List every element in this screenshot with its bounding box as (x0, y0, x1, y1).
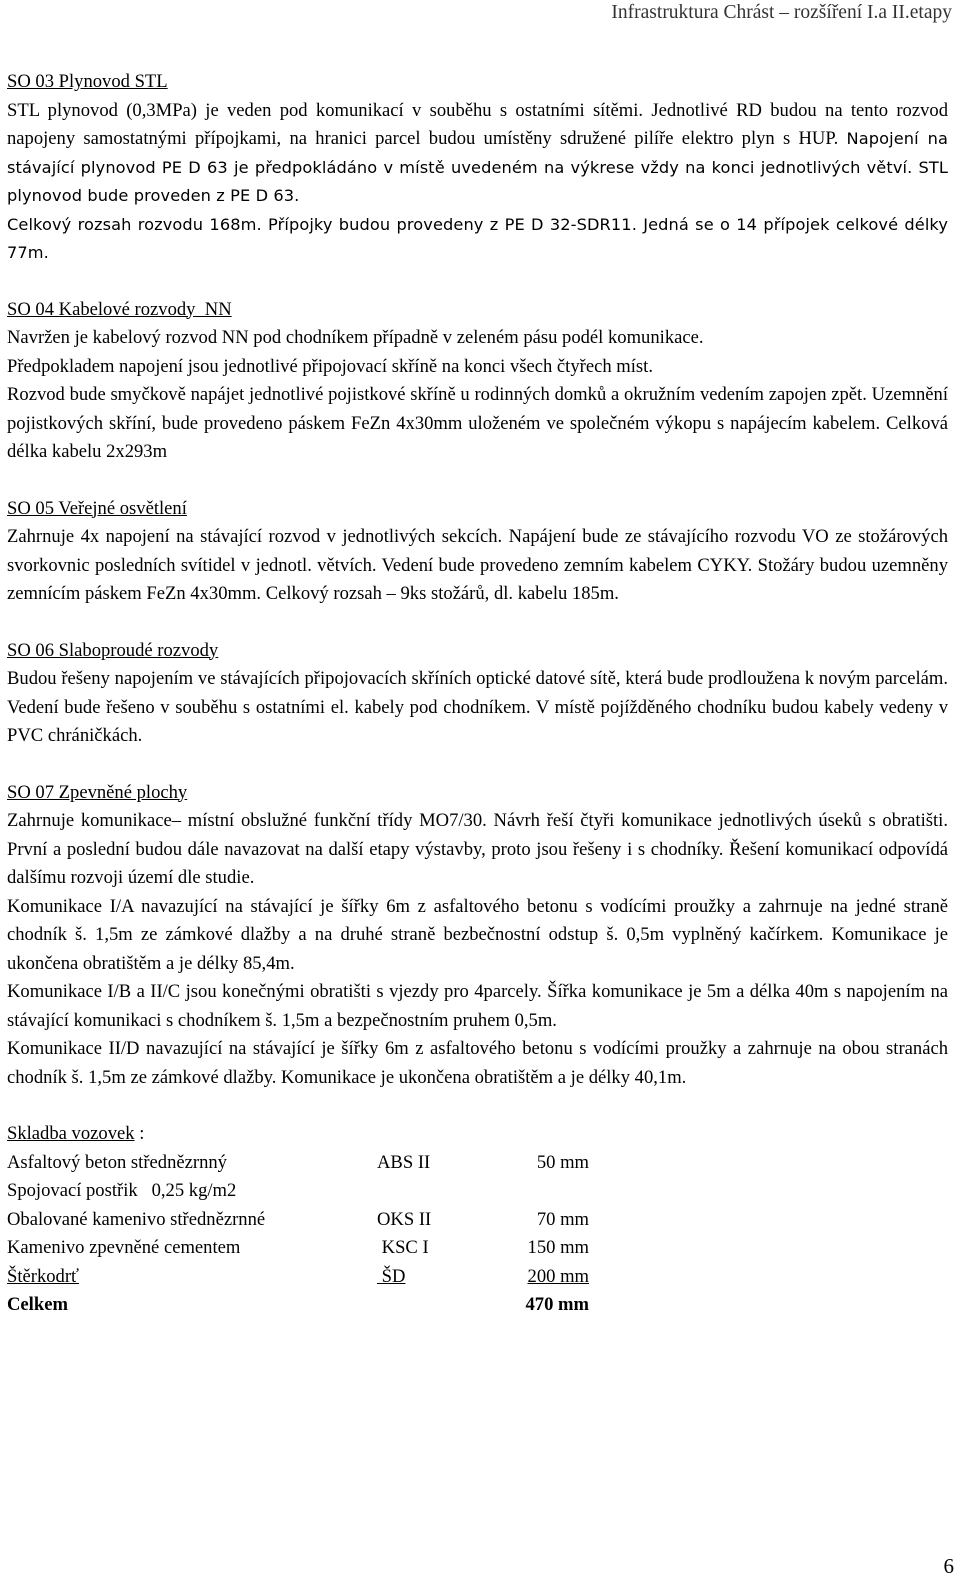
section-heading: Skladba vozovek (7, 1123, 135, 1144)
paragraph-text: Napojení na stávající plynovod PE D 63 je předpokládáno v místě uvedeném na výkrese vždy na konci jednotlivých větví. STL plynovod bude proveden z PE D 63. (7, 129, 948, 205)
layer-code: ŠD (377, 1265, 406, 1287)
section-heading: SO 05 Veřejné osvětlení (7, 497, 187, 519)
layer-name: Kamenivo zpevněné cementem (7, 1237, 241, 1258)
section-composition (7, 1120, 948, 1320)
table-row (7, 1263, 589, 1292)
layer-name: Štěrkodrť (7, 1265, 79, 1287)
layer-code (377, 1177, 477, 1206)
table-total-row (7, 1291, 589, 1320)
layer-name: Spojovací postřik 0,25 kg/m2 (7, 1180, 237, 1201)
layer-thickness: 70 mm (536, 1208, 589, 1230)
layer-code: ABS II (377, 1151, 431, 1173)
document-body (7, 68, 948, 1348)
section-so05 (7, 495, 948, 609)
paragraph-text: Přípojky budou provedeny z PE D 32-SDR11. (268, 214, 637, 234)
table-row (7, 1177, 589, 1206)
paragraph: Budou řešeny napojením ve stávajících připojovacích skříních optické datové sítě, která bude prodloužena k novým parcelám. Vedení bude řešeno v souběhu s ostatními el. kabely pod chodníkem. V místě pojížděného chodníku budou kabely vedeny v PVC chráničkách. (7, 668, 948, 746)
composition-heading-line (7, 1120, 948, 1149)
paragraph: Komunikace II/D navazující na stávající je šířky 6m z asfaltového betonu s vodícími proužky a zahrnuje na obou stranách chodník š. 1,5m ze zámkové dlažby. Komunikace je ukončena obratištěm a je délky 40,1m. (7, 1038, 948, 1088)
section-heading: SO 06 Slaboproudé rozvody (7, 639, 219, 661)
table-row (7, 1149, 589, 1178)
layer-code: OKS II (377, 1208, 432, 1230)
page-number: 6 (943, 1554, 954, 1578)
section-heading: SO 04 Kabelové rozvody NN (7, 298, 232, 320)
section-heading: SO 03 Plynovod STL (7, 71, 168, 92)
section-so03 (7, 68, 948, 268)
layer-name: Obalované kamenivo střednězrnné (7, 1208, 266, 1230)
table-row (7, 1206, 589, 1235)
heading-suffix: : (134, 1123, 145, 1144)
paragraph: Předpokladem napojení jsou jednotlivé připojovací skříně na konci všech čtyřech míst. (7, 355, 653, 377)
paragraph: Zahrnuje 4x napojení na stávající rozvod v jednotlivých sekcích. Napájení bude ze stávajícího rozvodu VO ze stožárových svorkovnic posledních svítidel v jednotl. větvích. Vedení bude provedeno zemním kabelem CYKY. Stožáry budou uzemněny zemnícím páskem FeZn 4x30mm. Celkový rozsah – 9ks stožárů, dl. kabelu 185m. (7, 526, 948, 604)
paragraph (7, 97, 948, 211)
layer-name: Asfaltový beton střednězrnný (7, 1151, 227, 1173)
composition-table (7, 1149, 589, 1320)
section-so07 (7, 779, 948, 1093)
layer-thickness (477, 1177, 589, 1206)
layer-thickness: 200 mm (527, 1265, 589, 1287)
paragraph-text: Celkový rozsah rozvodu 168m. (7, 214, 262, 234)
section-heading: SO 07 Zpevněné plochy (7, 781, 188, 803)
layer-thickness: 150 mm (527, 1237, 589, 1258)
paragraph: Komunikace I/B a II/C jsou konečnými obratišti s vjezdy pro 4parcely. Šířka komunikace je 5m a délka 40m s napojením na stávající komunikaci s chodníkem š. 1,5m a bezpečnostním pruhem 0,5m. (7, 981, 948, 1031)
table-row (7, 1234, 589, 1263)
section-so04 (7, 296, 948, 467)
paragraph: Navržen je kabelový rozvod NN pod chodníkem případně v zeleném pásu podél komunikace. (7, 327, 704, 348)
section-so06 (7, 637, 948, 751)
paragraph: Zahrnuje komunikace– místní obslužné funkční třídy MO7/30. Návrh řeší čtyři komunikace jednotlivých úseků s obratišti. První a poslední budou dále navazovat na další etapy výstavby, proto jsou řešeny i s chodníky. Řešení komunikací odpovídá dalšímu rozvoji území dle studie. (7, 810, 948, 888)
page-header: Infrastruktura Chrást – rozšíření I.a II.etapy (611, 2, 952, 23)
paragraph (7, 211, 948, 268)
paragraph-text: STL plynovod (0,3MPa) je veden pod komunikací v souběhu s ostatními sítěmi. Jednotlivé RD budou na tento rozvod napojeny samostatnými přípojkami, na hranici parcel budou umístěny sdružené pilíře elektro plyn s HUP. (7, 99, 948, 149)
paragraph: Komunikace I/A navazující na stávající je šířky 6m z asfaltového betonu s vodícími proužky a zahrnuje na jedné straně chodník š. 1,5m ze zámkové dlažby a na druhé straně bezbečnostní odstup š. 0,5m vyplněný kačírkem. Komunikace je ukončena obratištěm a je délky 85,4m. (7, 895, 948, 974)
layer-code: KSC I (377, 1237, 429, 1258)
layer-thickness: 50 mm (536, 1151, 589, 1173)
total-code-empty (377, 1291, 477, 1320)
total-thickness: 470 mm (525, 1294, 589, 1315)
paragraph: Rozvod bude smyčkově napájet jednotlivé pojistkové skříně u rodinných domků a okružním vedením zapojen zpět. Uzemnění pojistkových skříní, bude provedeno páskem FeZn 4x30mm uloženém ve společném výkopu s napájecím kabelem. Celková délka kabelu 2x293m (7, 384, 948, 462)
paragraph-text: Jedná se o 14 přípojek celkové délky 77m. (7, 214, 949, 262)
total-label: Celkem (7, 1294, 68, 1315)
